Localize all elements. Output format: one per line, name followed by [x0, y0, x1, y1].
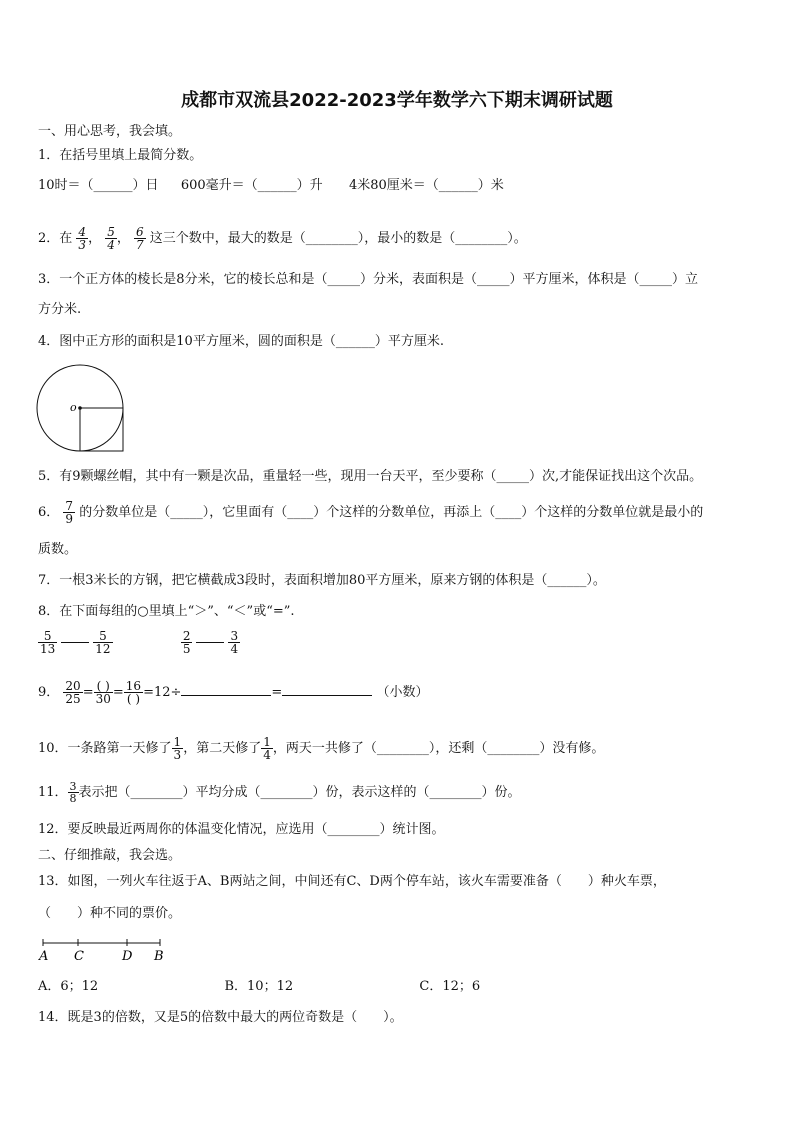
question-14: 14．既是3的倍数，又是5的倍数中最大的两位奇数是（ ）。: [38, 1010, 403, 1025]
question-2-text: 这三个数中，最大的数是（________），最小的数是（________）。: [149, 231, 527, 246]
question-8-comparisons: [38, 630, 240, 655]
fraction-5-13: $\frac{5}{13}$: [40, 629, 56, 656]
compare-blank-2: [196, 642, 224, 643]
fraction-blank-30: $\frac{( )}{30}$: [95, 679, 111, 706]
question-2: 2．在 $\frac{4}{3}$ ， $\frac{5}{4}$ ， $\frac{6}{7}$ 这三个数中，最大的数是（________），最小的数是（________）。: [38, 225, 527, 252]
label-b: B: [154, 949, 164, 964]
answer-blank-1: [181, 683, 271, 696]
page-title: 成都市双流县2022-2023学年数学六下期末调研试题: [181, 90, 613, 111]
question-13-line-1: 13．如图，一列火车往返于A、B两站之间，中间还有C、D两个停车站，该火车需要准备（ ）种火车票，: [38, 874, 666, 889]
option-b[interactable]: B．10；12: [224, 979, 294, 994]
center-point: [78, 406, 82, 410]
question-8: 8．在下面每组的○里填上“＞”、“＜”或“=”.: [38, 604, 295, 619]
fraction-20-25: $\frac{20}{25}$: [65, 679, 81, 706]
question-10: [38, 736, 604, 761]
question-6-line-2: 质数。: [38, 542, 78, 557]
square: [80, 408, 123, 451]
fraction-2-5: $\frac{2}{5}$: [182, 629, 191, 656]
question-6-line-1: [38, 500, 703, 525]
question-3-line-1: 3．一个正方体的棱长是8分米，它的棱长总和是（_____）分米，表面积是（_____）平方厘米，体积是（_____）立: [38, 272, 699, 287]
question-6-lead: 6．: [38, 505, 60, 520]
question-1-part-2: 600毫升＝（______）升: [180, 178, 323, 193]
question-3-line-2: 方分米.: [38, 302, 82, 317]
fraction-3-8: $\frac{3}{8}$: [69, 780, 77, 805]
question-9-division: =12÷: [143, 685, 182, 700]
question-13-options: [38, 979, 480, 995]
label-d: D: [122, 949, 133, 964]
fraction-6-7: $\frac{6}{7}$: [135, 225, 144, 252]
question-12: 12．要反映最近两周你的体温变化情况，应选用（________）统计图。: [38, 822, 445, 837]
fraction-16-blank: $\frac{16}{( )}$: [125, 679, 142, 706]
question-13-line-2: （ ）种不同的票价。: [38, 906, 182, 921]
section-1-heading: 一、用心思考，我会填。: [38, 124, 182, 139]
question-6-text: 的分数单位是（_____），它里面有（____）个这样的分数单位，再添上（____）个这样的分数单位就是最小的: [79, 505, 704, 520]
question-1-part-3: 4米80厘米＝（______）米: [348, 178, 504, 193]
fraction-1-4: $\frac{1}{4}$: [263, 735, 271, 762]
fraction-3-4: $\frac{3}{4}$: [230, 629, 239, 656]
label-a: A: [39, 949, 49, 964]
question-10-part-c: ，两天一共修了（________），还剩（________）没有修。: [272, 741, 605, 756]
question-9: 9． $\frac{20}{25}$ = $\frac{( )}{30}$ = $\frac{16}{( )}$ =12÷ = （小数）: [38, 679, 429, 706]
fraction-4-3: $\frac{4}{3}$: [78, 225, 87, 252]
question-1-parts: [38, 178, 504, 194]
station-line-figure: [34, 934, 174, 964]
question-7: 7．一根3米长的方钢，把它横截成3段时，表面积增加80平方厘米，原来方钢的体积是（______）。: [38, 573, 606, 588]
question-4: 4．图中正方形的面积是10平方厘米，圆的面积是（______）平方厘米.: [38, 334, 444, 349]
question-9-end: （小数）: [376, 685, 429, 700]
fraction-7-9: $\frac{7}{9}$: [65, 499, 74, 526]
question-10-part-a: 10．一条路第一天修了: [38, 741, 172, 756]
fraction-5-4: $\frac{5}{4}$: [107, 225, 115, 252]
circle-square-figure: [34, 362, 130, 456]
question-1-part-1: 10时＝（______）日: [38, 178, 159, 193]
compare-blank-1: [61, 642, 89, 643]
answer-blank-2: [282, 683, 372, 696]
label-c: C: [74, 949, 84, 964]
fraction-5-12: $\frac{5}{12}$: [95, 629, 111, 656]
question-9-lead: 9．: [38, 685, 60, 700]
question-5: 5．有9颗螺丝帽，其中有一颗是次品，重量轻一些，现用一台天平，至少要称（_____）次,才能保证找出这个次品。: [38, 469, 703, 484]
option-c[interactable]: C．12；6: [419, 979, 481, 994]
fraction-1-3: $\frac{1}{3}$: [173, 735, 182, 762]
question-10-part-b: ，第二天修了: [183, 741, 262, 756]
question-2-lead: 2．在: [38, 231, 73, 246]
question-11-text: 表示把（________）平均分成（________）份，表示这样的（________）份。: [78, 785, 521, 800]
center-label: o: [70, 401, 77, 414]
option-a[interactable]: A．6；12: [38, 979, 99, 994]
question-11: [38, 781, 521, 804]
section-2-heading: 二、仔细推敲，我会选。: [38, 848, 182, 863]
question-11-lead: 11．: [38, 785, 68, 800]
question-1-stem: 1．在括号里填上最简分数。: [38, 148, 203, 163]
